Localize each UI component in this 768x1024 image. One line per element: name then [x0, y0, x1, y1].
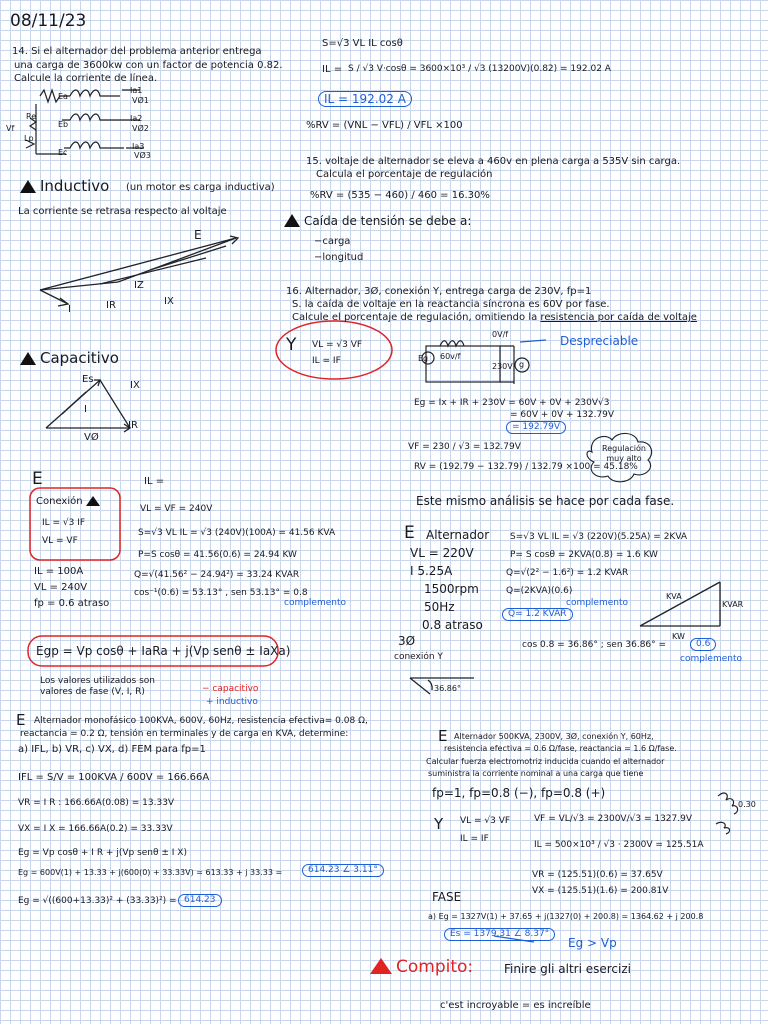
p15-drop [284, 214, 471, 228]
p16-note: Este mismo análisis se hace por cada fase. [416, 494, 675, 508]
inductivo-title-text: Inductivo [40, 177, 110, 195]
p15-q1: 15. voltaje de alternador se eleva a 460v en plena carga a 535V sin carga. [306, 156, 681, 167]
ej2-rpm: 1500rpm [424, 582, 479, 596]
page-date: 08/11/23 [10, 11, 87, 31]
circ-vf: Vf [6, 124, 15, 133]
ej1-formula: Egp = Vp cosθ + IaRa + j(Vp senθ ± IaXa) [36, 644, 291, 658]
ej1-cos: cos⁻¹(0.6) = 53.13° , sen 53.13° = 0.8 [134, 588, 308, 598]
p14-il-calc: S / √3 V·cosθ = 3600×10³ / √3 (13200V)(0.82) = 192.02 A [348, 64, 611, 74]
ej4-vr: VR = (125.51)(0.6) = 37.65V [532, 870, 663, 880]
ej1-vl2: VL = VF = 240V [140, 504, 213, 514]
p16-circ-eg: Eg [418, 354, 429, 363]
circ-ia1: Ia1 [130, 86, 143, 95]
ej4-l4: suministra la corriente nominal a una carga que tiene [428, 769, 644, 778]
ej3-eg: Eg = Vp cosθ + I R + j(Vp senθ ± I X) [18, 848, 187, 858]
ej1-c1: IL = √3 IF [42, 518, 86, 528]
p15-calc: %RV = (535 − 460) / 460 = 16.30% [310, 190, 490, 201]
p16-eg3: = 192.79V [506, 421, 566, 434]
p16-eg2: = 60V + 0V + 132.79V [510, 410, 615, 420]
ej3-vx: VX = I X = 166.66A(0.2) = 33.33V [18, 824, 173, 834]
circ-v1: VØ1 [132, 96, 149, 105]
ej3-head: Alternador monofásico 100KVA, 600V, 60Hz, resistencia efectiva= 0.08 Ω, [34, 716, 368, 726]
ej3-eg3res: 614.23 [178, 894, 222, 907]
ind-vec-e: E [194, 228, 202, 242]
ej2-s: S=√3 VL IL = √3 (220V)(5.25A) = 2KVA [510, 532, 688, 542]
ej2-i: I 5.25A [410, 564, 453, 578]
ej2-sen-val: 0.6 [690, 638, 716, 651]
compito-label-text: Compito: [396, 957, 474, 977]
p16-circ-g: g [519, 360, 525, 369]
inductivo-desc: La corriente se retrasa respecto al voltaje [18, 206, 227, 217]
ej4-a: a) Eg = 1327V(1) + 37.65 + j(1327(0) + 200.8) = 1364.62 + j 200.8 [428, 912, 704, 921]
ej4-egvp: Eg > Vp [568, 936, 617, 950]
ind-vec-ix: IX [164, 296, 174, 307]
cap-vec-ix: IX [130, 380, 140, 391]
ej1-head: E [32, 469, 43, 489]
ej3-eg2: Eg = 600V(1) + 13.33 + j(600(0) + 33.33V) = 613.33 + j 33.33 = [18, 868, 283, 877]
ej2-cos: cos 0.8 = 36.86° ; sen 36.86° = [522, 640, 667, 650]
p15-drop-1: −carga [314, 236, 351, 247]
p14-q2: una carga de 3600kw con un factor de potencia 0.82. [14, 60, 283, 71]
ej2-hz: 50Hz [424, 600, 455, 614]
cap-vec-i: I [84, 404, 87, 415]
ej3-e: E [16, 711, 26, 729]
p15-drop-2: −longitud [314, 252, 364, 263]
circ-re: Re [26, 112, 37, 121]
ej1-il2: IL = [144, 476, 165, 487]
circ-eb: Eb [58, 120, 69, 129]
p16-q3-text: Calcule el porcentaje de regulación, omitiendo la [292, 312, 538, 323]
ind-vec-ir: IR [106, 300, 116, 311]
p16-y-1: VL = √3 VF [312, 340, 363, 350]
ej2-ang: 36.86° [434, 684, 461, 693]
p16-vf: VF = 230 / √3 = 132.79V [408, 442, 521, 452]
compito-closing: c'est incroyable = es increíble [440, 1000, 591, 1011]
ej4-e: E [438, 727, 448, 745]
capacitivo-title-text: Capacitivo [40, 349, 119, 367]
ej3-l2: reactancia = 0.2 Ω, tensión en terminales y de carga en KVA, determine: [20, 729, 349, 739]
p14-rv: %RV = (VNL − VFL) / VFL ×100 [306, 120, 463, 131]
triangle-icon [370, 958, 392, 974]
ej4-head: Alternador 500KVA, 2300V, 3Ø, conexión Y, 60Hz, [454, 732, 654, 741]
compito-label [370, 958, 473, 977]
cap-vec-es: Es [82, 374, 94, 385]
ej3-vr: VR = I R : 166.66A(0.08) = 13.33V [18, 798, 175, 808]
p14-il-result: IL = 192.02 A [318, 91, 412, 107]
ej4-y: Y [434, 815, 444, 833]
circ-lp: Lp [24, 134, 34, 143]
ej1-c2: VL = VF [42, 536, 78, 546]
ej2-e: E [404, 523, 415, 543]
ej4-ares: Es = 1379.31 ∠ 8.37° [444, 928, 555, 941]
p16-eg1: Eg = Ix + IR + 230V = 60V + 0V + 230V√3 [414, 398, 610, 408]
triangle-icon [284, 214, 300, 227]
ej4-y2: IL = IF [460, 834, 489, 844]
ej4-y1: VL = √3 VF [460, 816, 511, 826]
ej4-q030: 0.30 [738, 800, 756, 809]
ej1-nota: Los valores utilizados son valores de fase (V, I, R) [40, 676, 155, 697]
ej2-p: P= S cosθ = 2KVA(0.8) = 1.6 KW [510, 550, 658, 560]
ej1-q: Q=√(41.56² − 24.94²) = 33.24 KVAR [134, 570, 300, 580]
triangle-icon [20, 352, 36, 365]
inductivo-note: (un motor es carga inductiva) [126, 182, 275, 193]
compito-text: Finire gli altri esercizi [504, 962, 631, 976]
inductivo-title [20, 178, 109, 195]
p16-y-title: Y [286, 335, 297, 355]
ej4-l3: Calcular fuerza electromotriz inducida cuando el alternador [426, 757, 665, 766]
delta-icon [86, 496, 100, 506]
p14-q1: 14. Si el alternador del problema anterior entrega [12, 46, 262, 57]
p14-q3: Calcule la corriente de línea. [14, 73, 158, 84]
ej1-cap: − capacitivo [202, 684, 259, 694]
circ-v3: VØ3 [134, 151, 151, 160]
ej2-conex2: conexión Y [394, 652, 443, 662]
circ-ia3: Ia3 [132, 142, 145, 151]
ej3-ifl: IFL = S/V = 100KVA / 600V = 166.66A [18, 772, 210, 783]
ej1-il: IL = 100A [34, 566, 84, 577]
ej4-fase: FASE [432, 890, 462, 904]
circ-ea: Ea [58, 92, 68, 101]
p16-q3b: resistencia por caída de voltaje [540, 312, 697, 323]
p16-y-2: IL = IF [312, 356, 341, 366]
circ-ia2: Ia2 [130, 114, 143, 123]
ind-vec-iz: IZ [134, 280, 144, 291]
ind-vec-i: I [68, 304, 71, 315]
circ-ec: Ec [58, 148, 68, 157]
p14-s-eq: S=√3 VL IL cosθ [322, 38, 403, 49]
capacitivo-title [20, 350, 119, 367]
p16-rv: RV = (192.79 − 132.79) / 132.79 ×100 = 45.18% [414, 462, 638, 472]
ej1-s: S=√3 VL IL = √3 (240V)(100A) = 41.56 KVA [138, 528, 336, 538]
ej4-vf: VF = VL/√3 = 2300V/√3 = 1327.9V [534, 814, 692, 824]
ej2-q2: Q=(2KVA)(0.6) [506, 586, 573, 596]
ej1-ind: + inductivo [206, 697, 258, 707]
ej2-q: Q=√(2² − 1.6²) = 1.2 KVAR [506, 568, 629, 578]
ej2-tri-kvar: KVAR [722, 600, 744, 609]
ej2-tri-kw: KW [672, 632, 685, 641]
p16-circ-230v: 230V [492, 362, 513, 371]
p16-cloud-text: Regulación muy alto [602, 444, 646, 463]
p16-despreciable: Despreciable [560, 334, 639, 348]
ej1-vl: VL = 240V [34, 582, 88, 593]
ej4-l5: fp=1, fp=0.8 (−), fp=0.8 (+) [432, 786, 606, 800]
p16-circ-0v: 0V/f [492, 330, 509, 339]
ej4-vx: VX = (125.51)(1.6) = 200.81V [532, 886, 669, 896]
triangle-icon [20, 180, 36, 193]
ej1-complemento: complemento [284, 598, 347, 608]
p16-q1: 16. Alternador, 3Ø, conexión Y, entrega carga de 230V, fp=1 [286, 286, 592, 297]
ej2-v: VL = 220V [410, 546, 474, 560]
ej1-conex [36, 496, 104, 508]
ej1-fp: fp = 0.6 atraso [34, 598, 110, 609]
p16-q2: S. la caída de voltaje en la reactancia síncrona es 60V por fase. [292, 299, 610, 310]
ej2-conex: 3Ø [398, 634, 416, 648]
ej2-atraso: 0.8 atraso [422, 618, 483, 632]
ej2-head: Alternador [426, 528, 490, 542]
p16-circ-60v: 60v/f [440, 352, 461, 361]
cap-vec-ir: IR [128, 420, 138, 431]
ej4-l2: resistencia efectiva = 0.6 Ω/fase, reactancia = 1.6 Ω/fase. [444, 744, 677, 753]
p16-q3 [292, 312, 697, 324]
ej2-complemento2: complemento [680, 654, 743, 664]
ej2-qres: Q= 1.2 KVAR [502, 608, 573, 621]
p15-q2: Calcula el porcentaje de regulación [316, 169, 493, 180]
ej2-tri-kva: KVA [666, 592, 682, 601]
circ-v2: VØ2 [132, 124, 149, 133]
ej3-eg3: Eg = √((600+13.33)² + (33.33)²) = [18, 896, 177, 906]
ej3-eg2res: 614.23 ∠ 3.11° [302, 864, 384, 877]
cap-vec-vp: VØ [84, 432, 99, 443]
p14-il-lhs: IL = [322, 64, 343, 75]
ej3-l3: a) IFL, b) VR, c) VX, d) FEM para fp=1 [18, 744, 206, 755]
ej4-il: IL = 500×10³ / √3 · 2300V = 125.51A [534, 840, 704, 850]
p15-drop-title: Caída de tensión se debe a: [304, 214, 472, 228]
ej1-p: P=S cosθ = 41.56(0.6) = 24.94 KW [138, 550, 297, 560]
ej2-complemento: complemento [566, 598, 629, 608]
ej1-conex-text: Conexión [36, 496, 83, 507]
